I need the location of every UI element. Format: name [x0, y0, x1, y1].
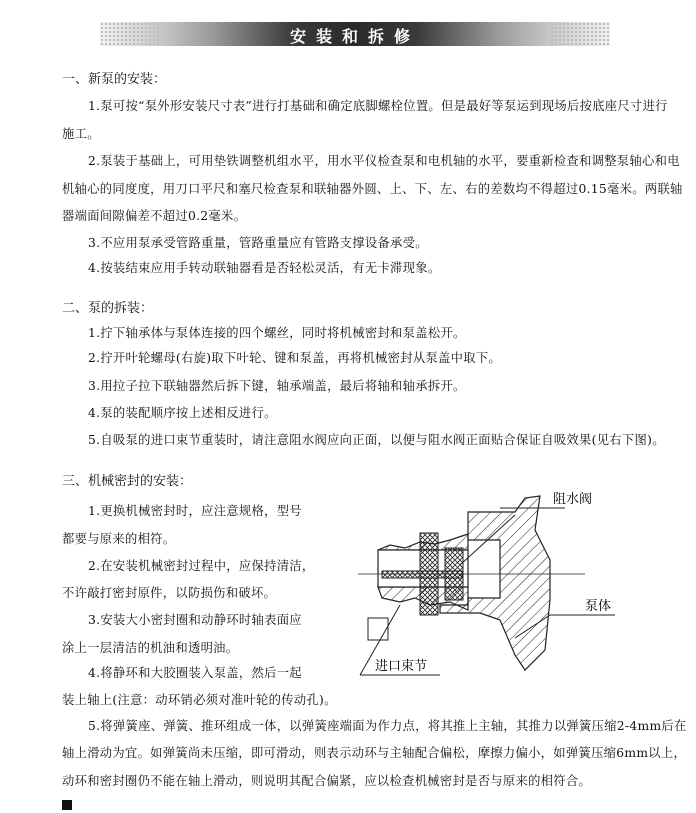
paragraph-line: 1.泵可按“泵外形安装尺寸表”进行打基础和确定底脚螺栓位置。但是最好等泵运到现场后按底座尺寸进行 — [88, 99, 668, 113]
paragraph-line: 施工。 — [62, 127, 100, 141]
paragraph-line: 2.在安装机械密封过程中，应保持清洁， — [88, 559, 315, 573]
paragraph-line: 2.拧开叶轮螺母(右旋)取下叶轮、键和泵盖，再将机械密封从泵盖中取下。 — [88, 351, 502, 365]
title-banner — [100, 22, 610, 46]
paragraph-line: 器端面间隙偏差不超过0.2毫米。 — [62, 209, 247, 223]
paragraph-line: 4.泵的装配顺序按上述相反进行。 — [88, 406, 277, 420]
paragraph-line: 都要与原来的相符。 — [62, 532, 176, 546]
paragraph-line: 轴上滑动为宜。如弹簧尚未压缩，即可滑动，则表示动环与主轴配合偏松，摩擦力偏小，如弹簧压缩6mm以上， — [62, 746, 687, 760]
paragraph-line: 5.自吸泵的进口束节重装时，请注意阻水阀应向正面，以便与阻水阀正面贴合保证自吸效果(见右下图)。 — [88, 433, 665, 447]
paragraph-line: 4.按装结束应用手转动联轴器看是否轻松灵活，有无卡滞现象。 — [88, 261, 441, 275]
label-valve: 阻水阀 — [553, 492, 593, 507]
paragraph-line: 3.安装大小密封圈和动静环时轴表面应 — [88, 613, 302, 627]
section-heading: 三、机械密封的安装： — [62, 474, 193, 489]
paragraph-line: 1.更换机械密封时，应注意规格，型号 — [88, 504, 302, 518]
bolt — [368, 618, 388, 640]
paragraph-line: 动环和密封圈仍不能在轴上滑动，则说明其配合偏紧，应以检查机械密封是否与原来的相符合。 — [62, 774, 592, 788]
section-heading: 二、泵的拆装： — [62, 301, 154, 316]
valve-stem — [382, 571, 462, 578]
label-inlet-coupling: 进口束节 — [375, 659, 428, 674]
page-title: 安装和拆修 — [289, 27, 420, 46]
inlet-coupling-diagram — [340, 470, 660, 700]
paragraph-line: 机轴心的同度度，用刀口平尺和塞尺检查泵和联轴器外圆、上、下、左、右的差数均不得超过0.15毫米。两联轴 — [62, 182, 683, 196]
paragraph-line: 5.将弹簧座、弹簧、推环组成一体，以弹簧座端面为作力点，将其推上主轴，其推力以弹簧压缩2-4mm后在 — [88, 719, 687, 733]
paragraph-line: 1.拧下轴承体与泵体连接的四个螺丝，同时将机械密封和泵盖松开。 — [88, 326, 466, 340]
paragraph-line: 涂上一层清洁的机油和透明油。 — [62, 641, 239, 655]
label-pump-body: 泵体 — [585, 599, 612, 614]
paragraph-line: 装上轴上(注意：动环销必须对准叶轮的传动孔)。 — [62, 693, 337, 707]
paragraph-line: 3.不应用泵承受管路重量，管路重量应有管路支撑设备承受。 — [88, 236, 428, 250]
paragraph-line: 2.泵装于基础上，可用垫铁调整机组水平，用水平仪检查泵和电机轴的水平，要重新检查和调整泵轴心和电 — [88, 154, 680, 168]
paragraph-line: 3.用拉子拉下联轴器然后拆下键，轴承端盖，最后将轴和轴承拆开。 — [88, 379, 466, 393]
section-heading: 一、新泵的安装： — [62, 72, 167, 87]
paragraph-line: 4.将静环和大胶圈装入泵盖，然后一起 — [88, 666, 302, 680]
corner-mark — [62, 800, 72, 810]
paragraph-line: 不许敲打密封原件，以防损伤和破坏。 — [62, 586, 277, 600]
